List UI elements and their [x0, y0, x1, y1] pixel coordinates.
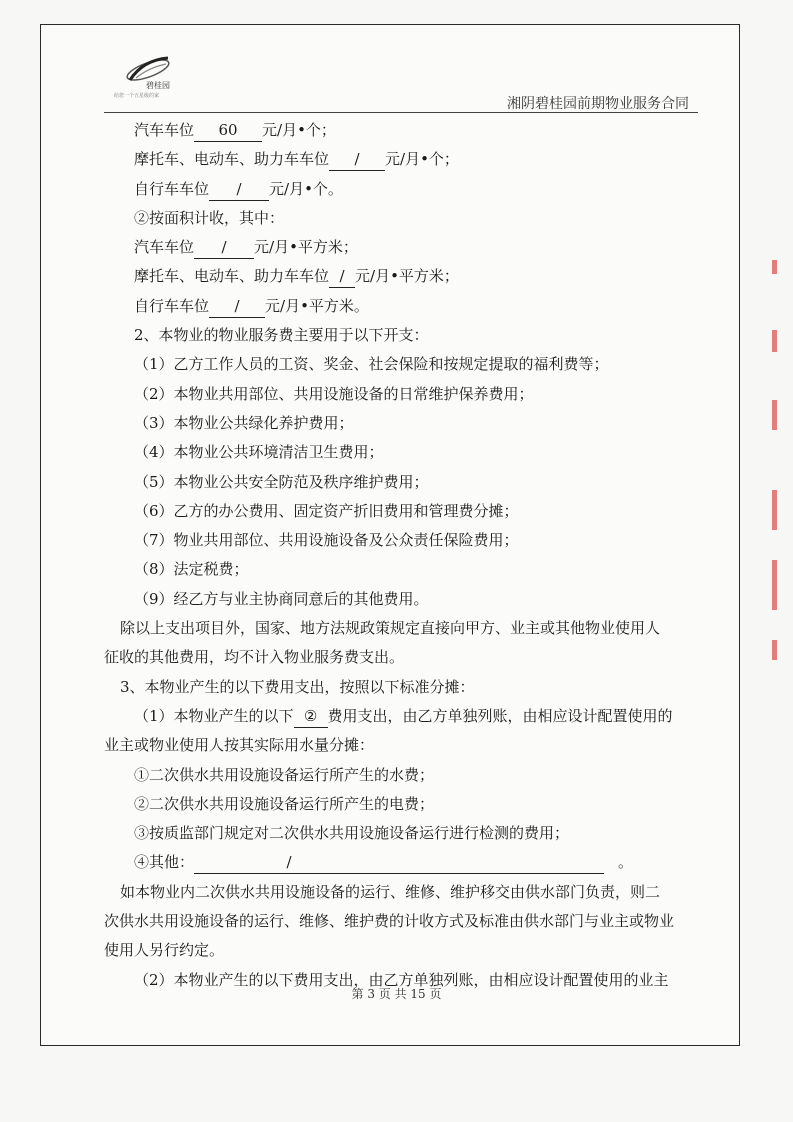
moto-area-label: 摩托车、电动车、助力车车位 [134, 267, 330, 286]
section3-sub1: ①二次供水共用设施设备运行所产生的水费； [134, 765, 435, 784]
bike-area-label: 自行车车位 [134, 296, 210, 315]
bike-space-fee: / [209, 178, 269, 201]
bike-space-label: 自行车车位 [134, 179, 210, 198]
section3-item1-cont: 业主或物业使用人按其实际用水量分摊： [104, 736, 375, 755]
moto-area-fee: / [329, 265, 355, 288]
logo-slogan-text: 给您一个五星级的家 [114, 93, 160, 99]
car-area-unit: 元/月•平方米； [254, 238, 358, 257]
bike-area-unit: 元/月•平方米。 [265, 296, 369, 315]
scan-edge-marks [770, 260, 780, 680]
except-paragraph-line1: 除以上支出项目外，国家、地方法规政策规定直接向甲方、业主或其他物业使用人 [120, 619, 661, 638]
section3-item1-choice: ② [294, 705, 328, 728]
section2-item-9: （9）经乙方与业主协商同意后的其他费用。 [134, 589, 429, 608]
section3-sub4-value [194, 851, 604, 874]
car-space-unit: 元/月•个； [262, 121, 336, 139]
section3-sub2: ②二次供水共用设施设备运行所产生的电费； [134, 794, 435, 813]
moto-area-line [104, 262, 698, 291]
water-paragraph-line3: 使用人另行约定。 [104, 941, 225, 960]
section3-heading: 3、本物业产生的以下费用支出，按照以下标准分摊： [120, 677, 475, 696]
section3-sub4-slash: / [286, 853, 292, 872]
car-space-line [104, 116, 698, 145]
section3-sub4-label: ④其他： [134, 853, 195, 872]
section2-item-3: （3）本物业公共绿化养护费用； [134, 413, 354, 432]
moto-area-unit: 元/月•平方米； [355, 267, 459, 286]
section3-item2-line: （2）本物业产生的以下费用支出，由乙方单独列账，由相应设计配置使用的业主 [134, 970, 669, 989]
logo-brand-text: 碧桂园 [146, 81, 170, 90]
document-body [104, 116, 698, 995]
section3-sub3: ③按质监部门规定对二次供水共用设施设备运行进行检测的费用； [134, 824, 570, 843]
page-number: 第 3 页 共 15 页 [351, 987, 442, 1001]
car-area-label: 汽车车位 [134, 238, 195, 257]
moto-space-line [104, 145, 698, 174]
section3-sub4 [104, 848, 698, 877]
bike-area-fee: / [209, 295, 265, 318]
section2-item-7: （7）物业共用部位、共用设施设备及公众责任保险费用； [134, 531, 519, 550]
section2-item-8: （8）法定税费； [134, 560, 249, 579]
section2-item-5: （5）本物业公共安全防范及秩序维护费用； [134, 472, 429, 491]
document-title: 湘阴碧桂园前期物业服务合同 [507, 96, 689, 112]
moto-space-label: 摩托车、电动车、助力车车位 [134, 150, 330, 169]
section3-item1-post: 费用支出，由乙方单独列账，由相应设计配置使用的 [327, 706, 673, 725]
section3-item1-line [104, 702, 698, 731]
header-divider [104, 112, 698, 113]
section2-item-4: （4）本物业公共环境清洁卫生费用； [134, 443, 384, 462]
moto-space-unit: 元/月•个； [385, 150, 459, 169]
section3-item1-pre: （1）本物业产生的以下 [134, 706, 294, 725]
car-space-label: 汽车车位 [134, 121, 195, 139]
bike-area-line [104, 292, 698, 321]
company-logo [108, 50, 198, 102]
section2-item-6: （6）乙方的办公费用、固定资产折旧费用和管理费分摊； [134, 501, 519, 520]
car-area-line [104, 233, 698, 262]
water-paragraph-line2: 次供水共用设施设备的运行、维修、维护费的计收方式及标准由供水部门与业主或物业 [104, 912, 675, 931]
section3-sub4-end: 。 [618, 853, 634, 872]
water-paragraph-line1: 如本物业内二次供水共用设施设备的运行、维修、维护移交由供水部门负责，则二 [120, 882, 661, 901]
bike-space-unit: 元/月•个。 [269, 179, 343, 198]
area-intro-line: ②按面积计收，其中： [134, 208, 285, 227]
car-area-fee: / [194, 236, 254, 259]
section2-item-1: （1）乙方工作人员的工资、奖金、社会保险和按规定提取的福利费等； [134, 355, 609, 374]
section2-heading: 2、本物业的物业服务费主要用于以下开支： [134, 326, 429, 345]
except-paragraph-line2: 征收的其他费用，均不计入物业服务费支出。 [104, 648, 405, 667]
section2-item-2: （2）本物业共用部位、共用设施设备的日常维护保养费用； [134, 384, 534, 403]
moto-space-fee: / [329, 148, 385, 171]
car-space-fee: 60 [194, 119, 262, 142]
bike-space-line [104, 175, 698, 204]
